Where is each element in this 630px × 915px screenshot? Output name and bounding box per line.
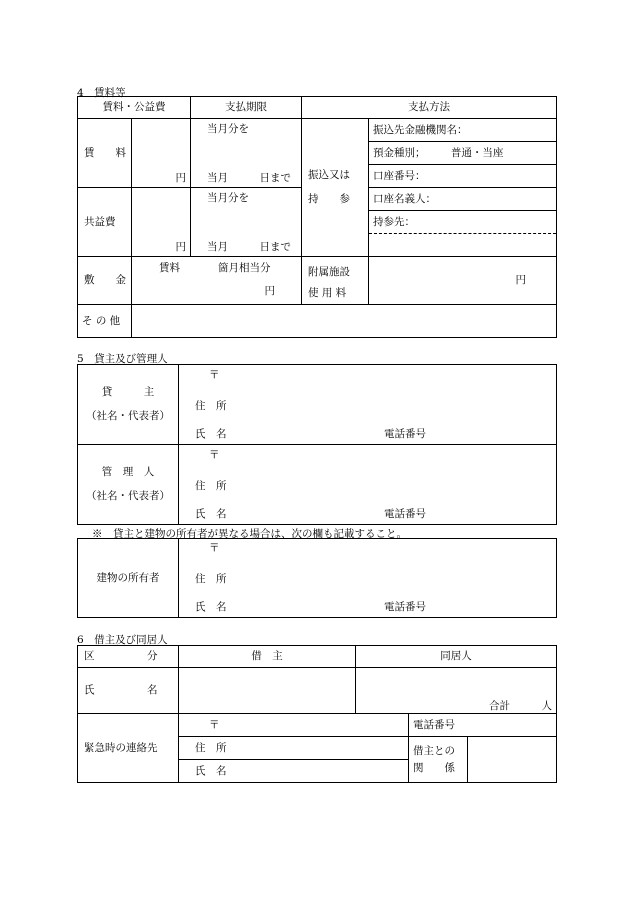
- lessor-address: 住 所: [195, 400, 227, 412]
- owner-postal: 〒: [209, 542, 220, 554]
- common-due-by: 当月 日まで: [191, 234, 302, 257]
- method-bring: 持 参: [308, 192, 350, 205]
- emergency-name: 氏 名: [179, 760, 409, 783]
- facility-label-1: 附属施設: [308, 266, 350, 278]
- manager-name: 氏 名: [195, 508, 227, 520]
- rent-due-month: 当月分を: [191, 119, 302, 142]
- other-label: そ の 他: [78, 305, 132, 338]
- section6-heading: 6 借主及び同居人: [77, 634, 168, 646]
- shikikin-cell: [132, 257, 302, 305]
- owner-address: 住 所: [195, 573, 227, 585]
- emergency-label: 緊急時の連絡先: [78, 714, 179, 783]
- tenant-name: [179, 668, 356, 714]
- lessor-table: [77, 364, 557, 525]
- lessor-label-1: 貸 主: [101, 386, 155, 399]
- manager-address: 住 所: [195, 480, 227, 492]
- owner-details: [179, 539, 557, 618]
- header-division: 区 分: [78, 646, 179, 668]
- owner-note: ※ 貸主と建物の所有者が異なる場合は、次の欄も記載すること。: [92, 528, 407, 540]
- shikikin-yen: 円: [264, 285, 275, 297]
- manager-label-1: 管 理 人: [101, 466, 155, 479]
- manager-postal: 〒: [209, 449, 220, 461]
- emergency-address: 住 所: [179, 737, 409, 760]
- cohabitant-total: 合計 人: [356, 668, 557, 714]
- common-yen: 円: [132, 188, 191, 257]
- bring-to: 持参先：: [369, 211, 557, 234]
- common-spacer: [191, 211, 302, 234]
- emergency-phone: 電話番号: [409, 714, 557, 737]
- lessor-phone: 電話番号: [384, 428, 426, 440]
- method-transfer: 振込又は: [308, 169, 350, 182]
- manager-label: [78, 445, 179, 525]
- facility-yen: 円: [369, 257, 557, 305]
- owner-table: [77, 538, 557, 618]
- manager-details: [179, 445, 557, 525]
- header-item: 賃料・公益費: [78, 97, 191, 119]
- rent-spacer: [191, 142, 302, 165]
- section4-heading: 4 賃料等: [77, 87, 126, 99]
- other-value: [132, 305, 557, 338]
- rent-label: 賃 料: [78, 119, 132, 188]
- emergency-postal: 〒: [179, 714, 409, 737]
- owner-name: 氏 名: [195, 601, 227, 613]
- relation-value: [468, 737, 557, 783]
- lessor-name: 氏 名: [195, 428, 227, 440]
- header-tenant: 借 主: [179, 646, 356, 668]
- owner-label: 建物の所有者: [78, 539, 179, 618]
- shikikin-months: 箇月相当分: [218, 262, 271, 274]
- relation-label: [409, 737, 468, 783]
- bank-name: 振込先金融機関名：: [369, 119, 557, 142]
- lessor-label: [78, 365, 179, 445]
- deposit-type: [369, 142, 557, 165]
- lessor-label-2: （社名・代表者）: [86, 409, 170, 422]
- deposit-type-label: 預金種別；: [373, 146, 426, 159]
- facility-label: [302, 257, 369, 305]
- shikikin-label: 敷 金: [78, 257, 132, 305]
- owner-phone: 電話番号: [384, 601, 426, 613]
- header-cohabitant: 同居人: [356, 646, 557, 668]
- manager-phone: 電話番号: [384, 508, 426, 520]
- name-label: 氏 名: [78, 668, 179, 714]
- tenant-table: [77, 645, 557, 783]
- deposit-type-value: 普通・当座: [450, 146, 504, 159]
- rent-table: [77, 96, 557, 338]
- section5-heading: 5 貸主及び管理人: [77, 353, 168, 365]
- common-label: 共益費: [78, 188, 132, 257]
- method-left: [302, 119, 369, 257]
- rent-due-by: 当月 日まで: [191, 165, 302, 188]
- header-method: 支払方法: [302, 97, 557, 119]
- lessor-details: [179, 365, 557, 445]
- account-holder: 口座名義人：: [369, 188, 557, 211]
- relation-label-1: 借主との: [413, 744, 455, 757]
- account-no: 口座番号：: [369, 165, 557, 188]
- lessor-postal: 〒: [209, 369, 220, 381]
- relation-label-2: 関 係: [413, 761, 455, 774]
- rent-yen: 円: [132, 119, 191, 188]
- bring-to-blank: [369, 234, 557, 257]
- header-due: 支払期限: [191, 97, 302, 119]
- shikikin-rent: 賃料: [159, 262, 180, 274]
- facility-label-2: 使 用 料: [308, 287, 347, 299]
- common-due-month: 当月分を: [191, 188, 302, 211]
- manager-label-2: （社名・代表者）: [86, 489, 170, 502]
